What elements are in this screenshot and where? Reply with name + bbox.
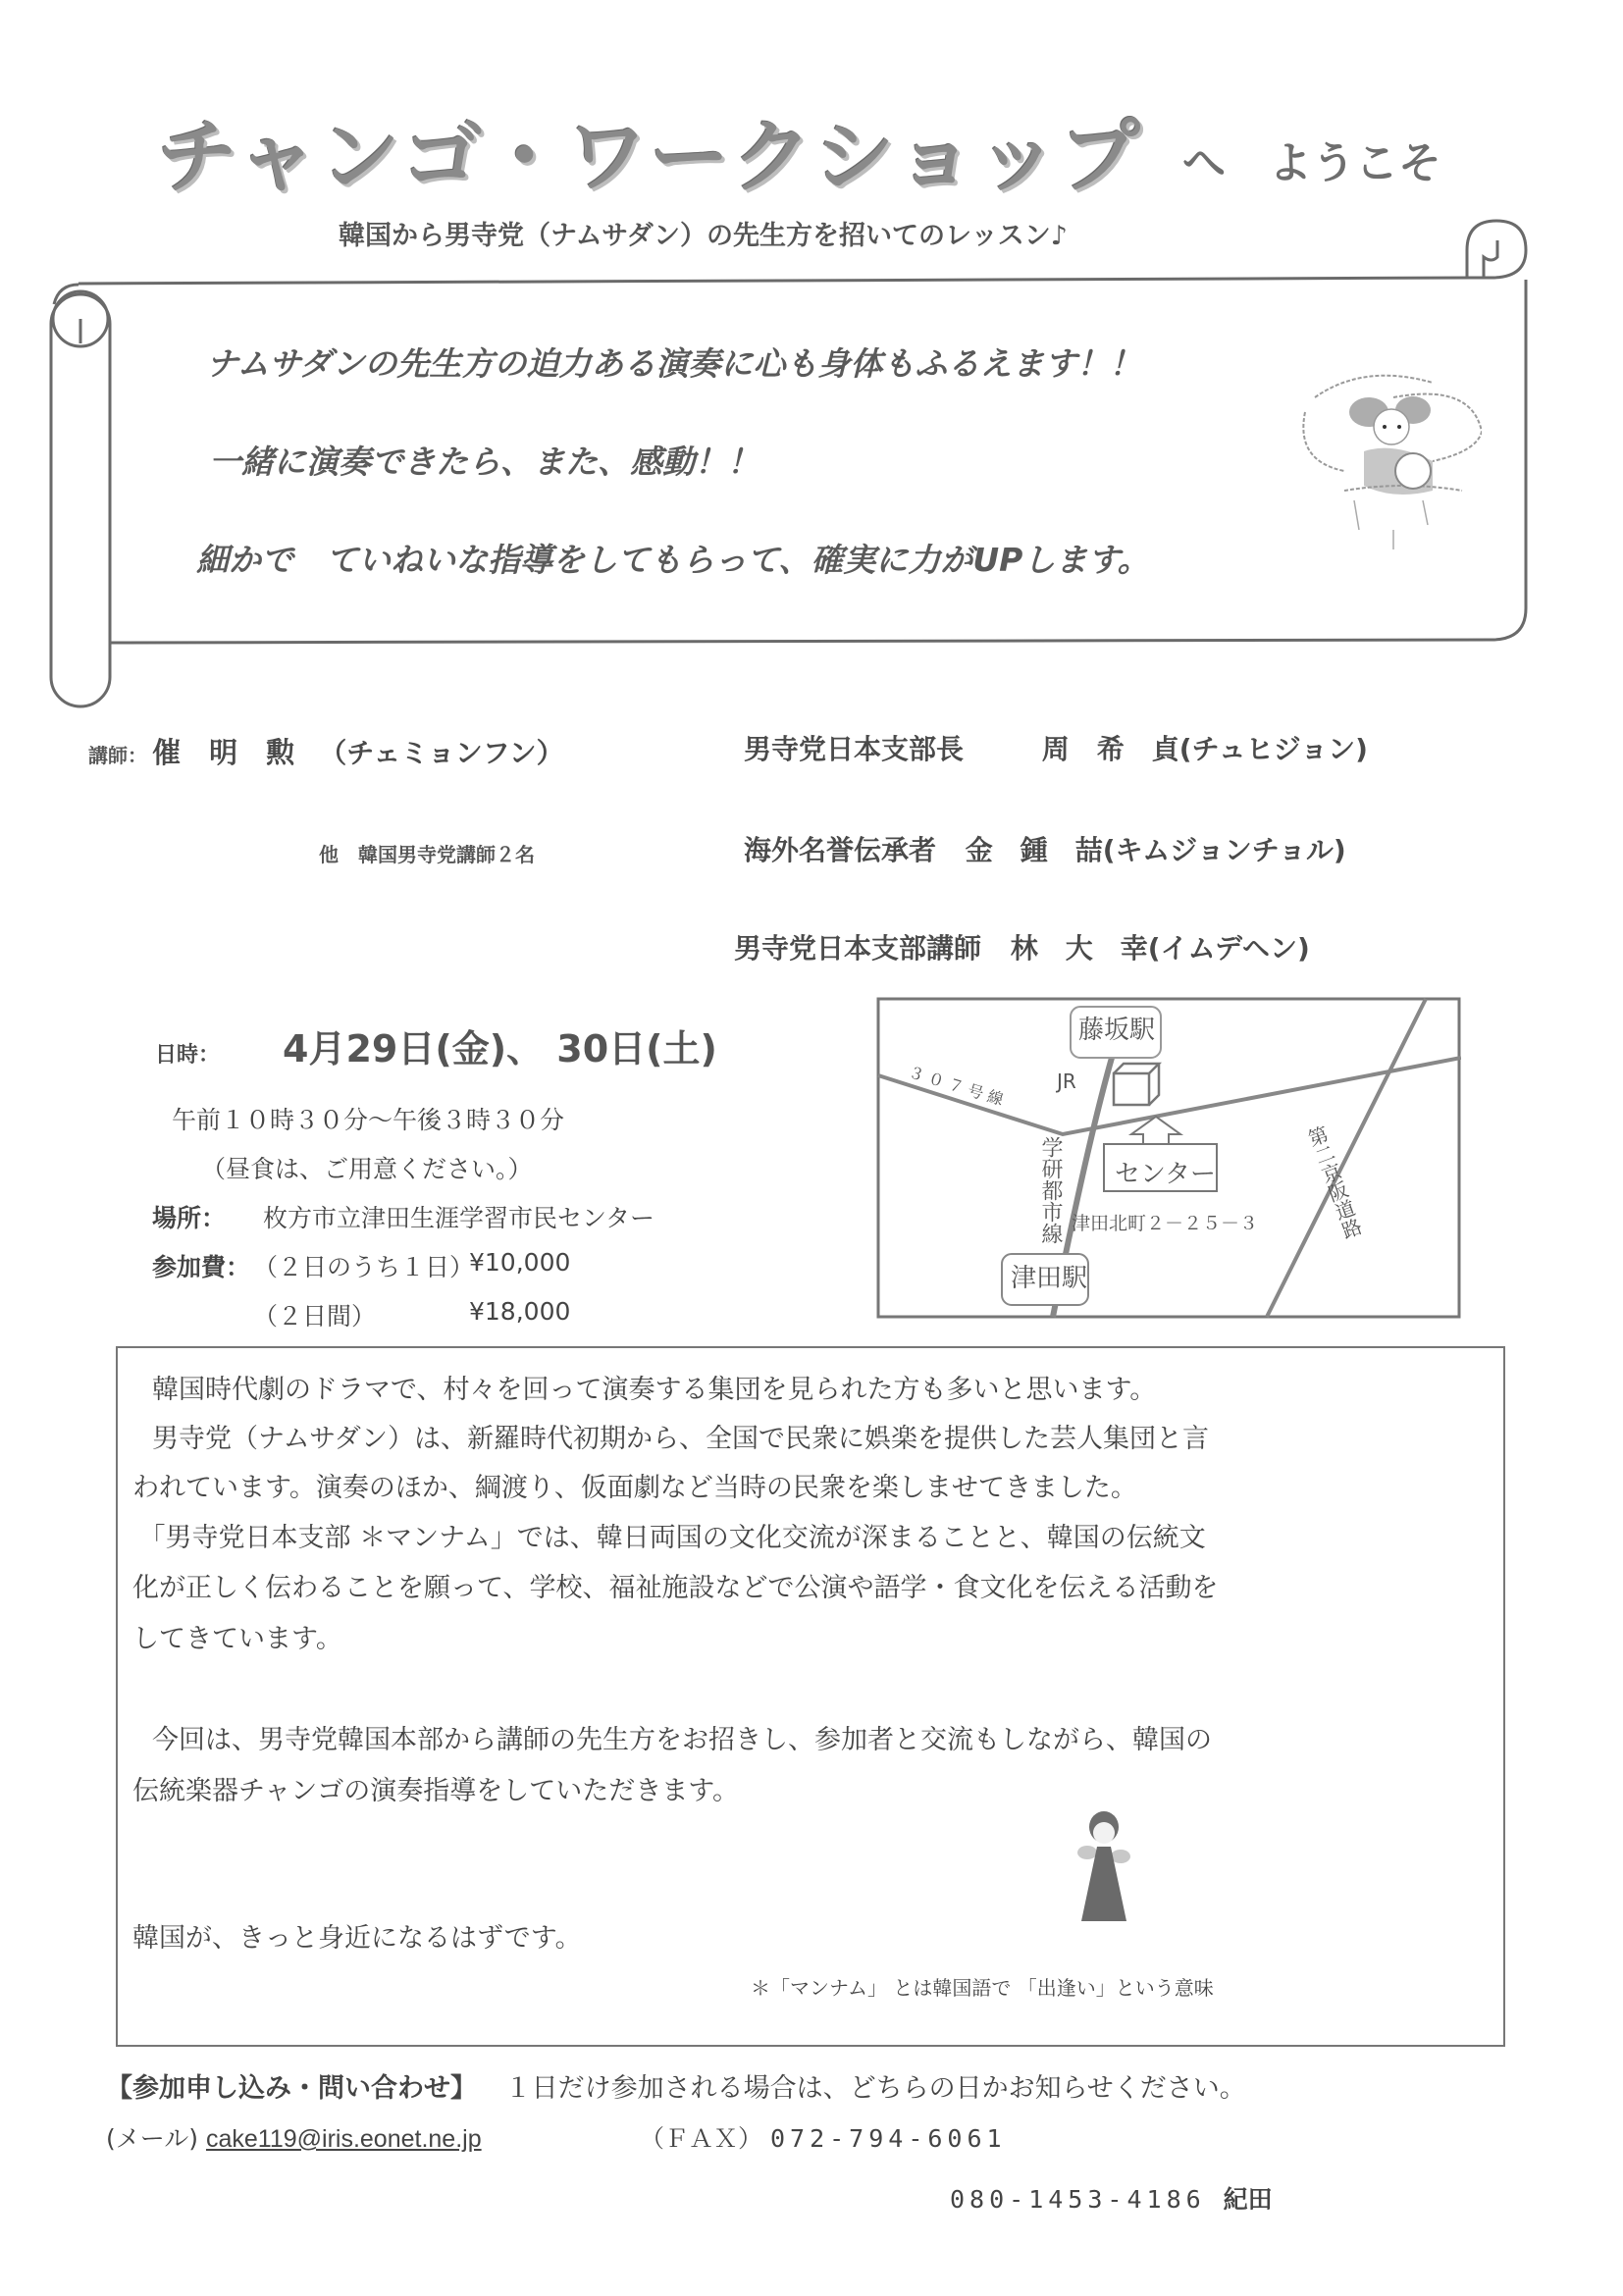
description-line: 伝統楽器チャンゴの演奏指導をしていただきます。 xyxy=(132,1776,740,1806)
instructor-row xyxy=(744,829,1346,868)
subtitle: 韓国から男寺党（ナムサダン）の先生方を招いてのレッスン♪ xyxy=(339,221,1068,251)
lunch-note: （昼食は、ご用意ください。） xyxy=(201,1155,533,1183)
contact-heading-note: １日だけ参加される場合は、どちらの日かお知らせください。 xyxy=(504,2073,1246,2104)
description-line: われています。演奏のほか、綱渡り、仮面劇など当時の民衆を楽しませてきました。 xyxy=(132,1473,1137,1503)
description-line: してきています。 xyxy=(132,1624,342,1654)
map-center-label: センター xyxy=(1115,1160,1216,1189)
instructor-title: 海外名誉伝承者 xyxy=(744,834,937,866)
map-station-south: 津田駅 xyxy=(1011,1264,1088,1293)
map-road-307: ３０７号線 xyxy=(906,1062,1011,1111)
description-line: 今回は、男寺党韓国本部から講師の先生方をお招きし、参加者と交流もしながら、韓国の xyxy=(126,1725,1212,1755)
mail-label: (メール) xyxy=(106,2124,199,2153)
fee-label: 参加費： xyxy=(152,1253,251,1281)
instructor-name: 周 希 貞 xyxy=(1041,733,1179,765)
event-time: 午前１０時３０分～午後３時３０分 xyxy=(172,1106,565,1134)
page-title: チャンゴ・ワークショップ xyxy=(157,111,1142,204)
map-highway: 第二京阪道路 xyxy=(1302,1122,1365,1242)
instructor-others: 他 韓国男寺党講師２名 xyxy=(319,843,535,866)
instructor-reading: (イムデヘン) xyxy=(1147,932,1310,965)
instructor-title: 男寺党日本支部長 xyxy=(744,733,965,765)
phone-name: 紀田 xyxy=(1223,2185,1273,2214)
phone-number: 080-1453-4186 xyxy=(950,2185,1206,2214)
description-closing: 韓国が、きっと身近になるはずです。 xyxy=(132,1923,582,1954)
fax-label: （ＦＡＸ） xyxy=(640,2124,763,2153)
footnote: ＊「マンナム」 とは韓国語で 「出逢い」という意味 xyxy=(751,1976,1214,2000)
scroll-line-1: ナムサダンの先生方の迫力ある演奏に心も身体もふるえます！！ xyxy=(206,344,1142,383)
contact-heading: 【参加申し込み・問い合わせ】 xyxy=(106,2073,477,2104)
map-rail-jr: JR xyxy=(1057,1070,1076,1093)
instructor-name: 金 鍾 喆 xyxy=(965,834,1103,866)
description-line: 韓国時代劇のドラマで、村々を回って演奏する集団を見られた方も多いと思います。 xyxy=(126,1375,1157,1405)
instructor-main xyxy=(88,731,564,771)
hanbok-doll-illustration xyxy=(1070,1805,1138,1933)
description-line: 「男寺党日本支部 ＊マンナム」では、韓日両国の文化交流が深まることと、韓国の伝統文 xyxy=(126,1523,1206,1553)
date-value: 4月29日(金)、 30日(土) xyxy=(283,1027,717,1070)
instructor-title: 男寺党日本支部講師 xyxy=(734,932,982,965)
instructor-row xyxy=(734,927,1310,966)
scroll-line-3: 細かで ていねいな指導をしてもらって、確実に力がUPします。 xyxy=(196,541,1150,579)
title-suffix: へ ようこそ xyxy=(1182,138,1441,188)
instructor-row xyxy=(744,728,1368,767)
instructor-main-reading: （チェミョンフン） xyxy=(319,737,564,769)
instructor-name: 林 大 幸 xyxy=(1010,932,1148,965)
scroll-line-2: 一緒に演奏できたら、また、感動！！ xyxy=(209,443,759,481)
fee-label-one-day: （２日のうち１日） xyxy=(253,1253,475,1281)
map-rail-line: 学研都市線 xyxy=(1038,1136,1063,1244)
instructor-reading: (チュヒジョン) xyxy=(1178,733,1368,765)
chango-drummer-illustration xyxy=(1285,343,1482,569)
map-station-north: 藤坂駅 xyxy=(1078,1016,1156,1045)
date-label: 日時： xyxy=(155,1043,221,1068)
email-link[interactable]: cake119@iris.eonet.ne.jp xyxy=(205,2125,482,2153)
map-address: 津田北町２－２５－３ xyxy=(1072,1213,1259,1234)
fee-price-one-day: ¥10,000 xyxy=(469,1248,571,1277)
place-label: 場所： xyxy=(152,1204,227,1232)
instructor-main-name: 催 明 勲 xyxy=(152,736,295,769)
fee-label-two-days: （２日間） xyxy=(253,1302,377,1331)
description-line: 男寺党（ナムサダン）は、新羅時代初期から、全国で民衆に娯楽を提供した芸人集団と言 xyxy=(126,1424,1210,1454)
description-line: 化が正しく伝わることを願って、学校、福祉施設などで公演や語学・食文化を伝える活動を xyxy=(132,1573,1219,1603)
place-value: 枚方市立津田生涯学習市民センター xyxy=(263,1204,655,1232)
instructor-label: 講師： xyxy=(88,744,147,767)
fee-price-two-days: ¥18,000 xyxy=(469,1297,571,1326)
instructor-reading: (キムジョンチョル) xyxy=(1102,834,1346,866)
fax-number: 072-794-6061 xyxy=(769,2124,1007,2153)
